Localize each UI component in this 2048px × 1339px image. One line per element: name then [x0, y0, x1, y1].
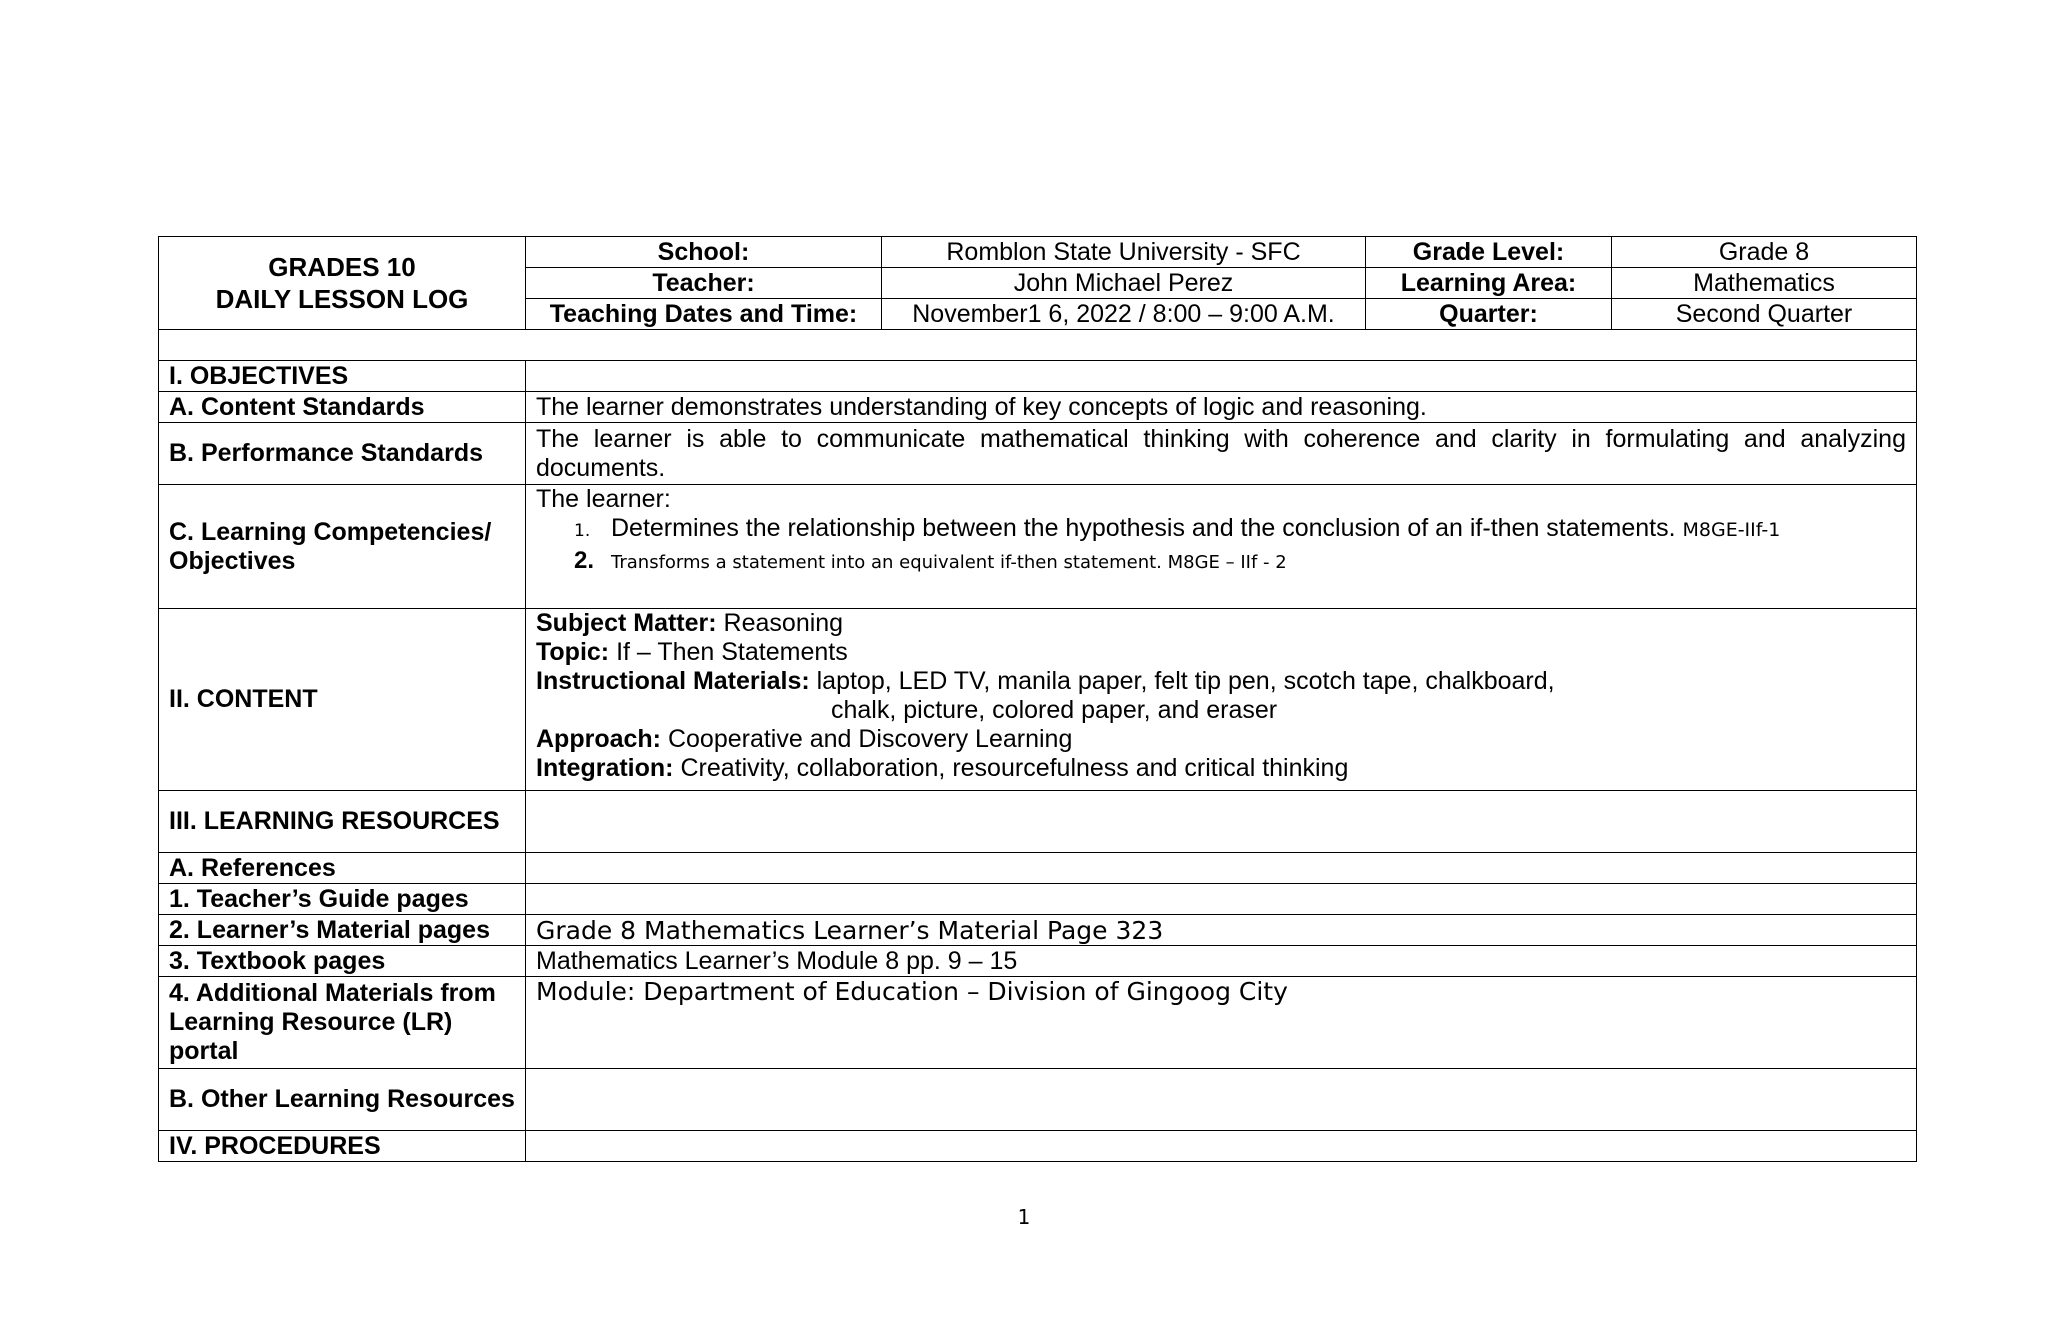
teachers-guide-label: 1. Teacher’s Guide pages [159, 884, 526, 915]
competency-code: M8GE-IIf-1 [1682, 519, 1781, 541]
grade-level-value: Grade 8 [1612, 237, 1917, 268]
competencies-label: C. Learning Competencies/ Objectives [159, 485, 526, 609]
topic-value: If – Then Statements [616, 638, 848, 666]
teachers-guide-value [526, 884, 1917, 915]
spacer-cell [159, 330, 1917, 361]
other-resources-value [526, 1069, 1917, 1131]
competencies-intro: The learner: [536, 485, 671, 513]
teacher-label: Teacher: [526, 268, 882, 299]
quarter-value: Second Quarter [1612, 299, 1917, 330]
subject-matter-value: Reasoning [723, 609, 844, 637]
learning-area-value: Mathematics [1612, 268, 1917, 299]
spacer-row [159, 330, 1917, 361]
integration-line [536, 754, 1906, 783]
competency-item [536, 546, 1906, 577]
procedures-heading: IV. PROCEDURES [159, 1131, 526, 1162]
additional-materials-row [159, 977, 1917, 1069]
content-value [526, 609, 1917, 791]
title-line-grades: GRADES 10 [268, 252, 416, 282]
quarter-label: Quarter: [1366, 299, 1612, 330]
topic-label: Topic: [536, 638, 610, 666]
daily-lesson-log-table [158, 236, 1917, 1162]
other-resources-row [159, 1069, 1917, 1131]
approach-line [536, 725, 1906, 754]
textbook-value: Mathematics Learner’s Module 8 pp. 9 – 15 [526, 946, 1917, 977]
header-row-school [159, 237, 1917, 268]
competencies-row [159, 485, 1917, 609]
textbook-label: 3. Textbook pages [159, 946, 526, 977]
competency-text [611, 514, 1780, 545]
materials-label: Instructional Materials: [536, 667, 810, 695]
document-title [159, 237, 526, 330]
materials-line-continued [536, 696, 1906, 725]
content-heading: II. CONTENT [159, 609, 526, 791]
competency-number: 2. [574, 547, 595, 574]
textbook-row [159, 946, 1917, 977]
materials-value-line2: chalk, picture, colored paper, and eraser [831, 696, 1278, 724]
page-number: 1 [1017, 1205, 1031, 1229]
objectives-heading: I. OBJECTIVES [159, 361, 526, 392]
competency-statement: Transforms a statement into an equivalent if-then statement. M8GE – IIf - 2 [611, 552, 1287, 573]
learning-resources-row [159, 791, 1917, 853]
objectives-value [526, 361, 1917, 392]
competency-statement: Determines the relationship between the hypothesis and the conclusion of an if-then statements. [611, 514, 1676, 542]
dates-label: Teaching Dates and Time: [526, 299, 882, 330]
integration-value: Creativity, collaboration, resourcefulness and critical thinking [680, 754, 1349, 782]
competencies-value [526, 485, 1917, 609]
references-label: A. References [159, 853, 526, 884]
materials-line [536, 667, 1906, 696]
subject-matter-line [536, 609, 1906, 638]
competency-item [536, 514, 1906, 546]
competency-number: 1. [574, 521, 591, 541]
subject-matter-label: Subject Matter: [536, 609, 717, 637]
content-standards-label: A. Content Standards [159, 392, 526, 423]
other-resources-label: B. Other Learning Resources [159, 1069, 526, 1131]
content-standards-row [159, 392, 1917, 423]
performance-standards-row [159, 423, 1917, 485]
procedures-row [159, 1131, 1917, 1162]
school-value: Romblon State University - SFC [882, 237, 1366, 268]
learning-resources-heading: III. LEARNING RESOURCES [159, 791, 526, 853]
learning-area-label: Learning Area: [1366, 268, 1612, 299]
objectives-row [159, 361, 1917, 392]
teachers-guide-row [159, 884, 1917, 915]
dates-value: November1 6, 2022 / 8:00 – 9:00 A.M. [882, 299, 1366, 330]
content-standards-value: The learner demonstrates understanding of key concepts of logic and reasoning. [526, 392, 1917, 423]
performance-standards-value: The learner is able to communicate mathematical thinking with coherence and clarity in formulating and analyzing documents. [526, 423, 1917, 485]
approach-value: Cooperative and Discovery Learning [667, 725, 1073, 753]
integration-label: Integration: [536, 754, 674, 782]
school-label: School: [526, 237, 882, 268]
grade-level-label: Grade Level: [1366, 237, 1612, 268]
teacher-value: John Michael Perez [882, 268, 1366, 299]
title-line-dll: DAILY LESSON LOG [215, 284, 469, 314]
approach-label: Approach: [536, 725, 661, 753]
references-value [526, 853, 1917, 884]
additional-materials-label: 4. Additional Materials from Learning Resource (LR) portal [159, 977, 526, 1069]
topic-line [536, 638, 1906, 667]
learning-resources-value [526, 791, 1917, 853]
learners-material-label: 2. Learner’s Material pages [159, 915, 526, 946]
procedures-value [526, 1131, 1917, 1162]
materials-value-line1: laptop, LED TV, manila paper, felt tip pen, scotch tape, chalkboard, [816, 667, 1555, 695]
additional-materials-value: Module: Department of Education – Division of Gingoog City [526, 977, 1917, 1069]
learners-material-value: Grade 8 Mathematics Learner’s Material Page 323 [526, 915, 1917, 946]
performance-standards-label: B. Performance Standards [159, 423, 526, 485]
learners-material-row [159, 915, 1917, 946]
references-row [159, 853, 1917, 884]
content-row [159, 609, 1917, 791]
